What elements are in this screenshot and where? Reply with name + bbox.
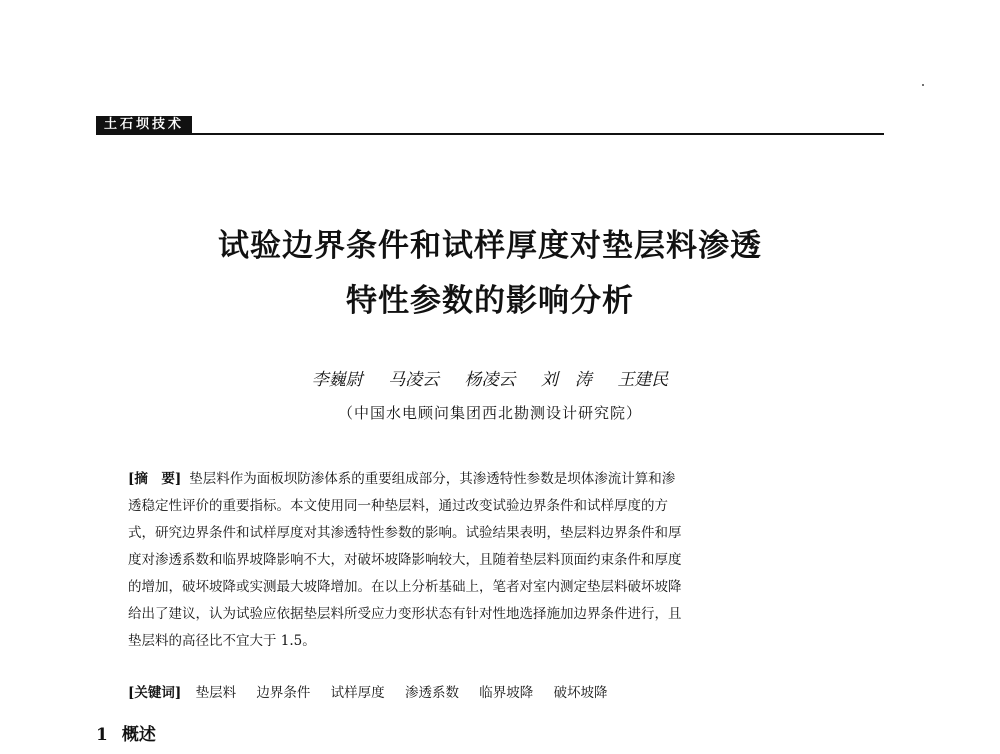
author-list [100,368,880,392]
section-label: 土石坝技术 [96,116,192,133]
section-number: 1 [96,725,108,745]
keyword: 边界条件 [256,685,311,701]
abstract-text: 垫层料作为面板坝防渗体系的重要组成部分，其渗透特性参数是坝体渗流计算和渗 [189,471,676,487]
abstract-label: [摘 要] [128,471,182,487]
section-heading [96,720,156,750]
abstract-block [128,466,858,655]
abstract-line: 透稳定性评价的重要指标。本文使用同一种垫层料，通过改变试验边界条件和试样厚度的方 [128,498,668,514]
abstract-line: 式，研究边界条件和试样厚度对其渗透特性参数的影响。试验结果表明，垫层料边界条件和厚 [128,525,682,541]
author-name: 刘 涛 [540,370,592,390]
abstract-line: 的增加，破坏坡降或实测最大坡降增加。在以上分析基础上，笔者对室内测定垫层料破坏坡降 [128,579,682,595]
abstract-line: 给出了建议，认为试验应依据垫层料所受应力变形状态有针对性地选择施加边界条件进行，且 [128,606,682,622]
keyword: 渗透系数 [404,685,459,701]
author-name: 杨凌云 [464,370,516,390]
author-affiliation: （中国水电顾问集团西北勘测设计研究院） [337,404,642,422]
author-name: 王建民 [617,370,669,390]
paper-title-line-2: 特性参数的影响分析 [346,283,634,319]
author-name: 马凌云 [388,370,440,390]
keyword: 垫层料 [195,685,237,701]
abstract-line: 垫层料的高径比不宜大于 1.5。 [128,633,316,649]
keywords-line [128,680,858,707]
header-rule [96,133,884,135]
section-title: 概述 [121,725,156,745]
keyword: 试样厚度 [330,685,385,701]
abstract-line [128,466,858,493]
paper-title-line-1: 试验边界条件和试样厚度对垫层料渗透 [218,228,762,264]
abstract-line: 度对渗透系数和临界坡降影响不大，对破坏坡降影响较大，且随着垫层料顶面约束条件和厚度 [128,552,682,568]
keyword: 破坏坡降 [553,685,608,701]
author-name: 李巍尉 [311,370,363,390]
keyword: 临界坡降 [479,685,534,701]
keywords-label: [关键词] [128,685,182,701]
scan-speck [922,84,924,86]
